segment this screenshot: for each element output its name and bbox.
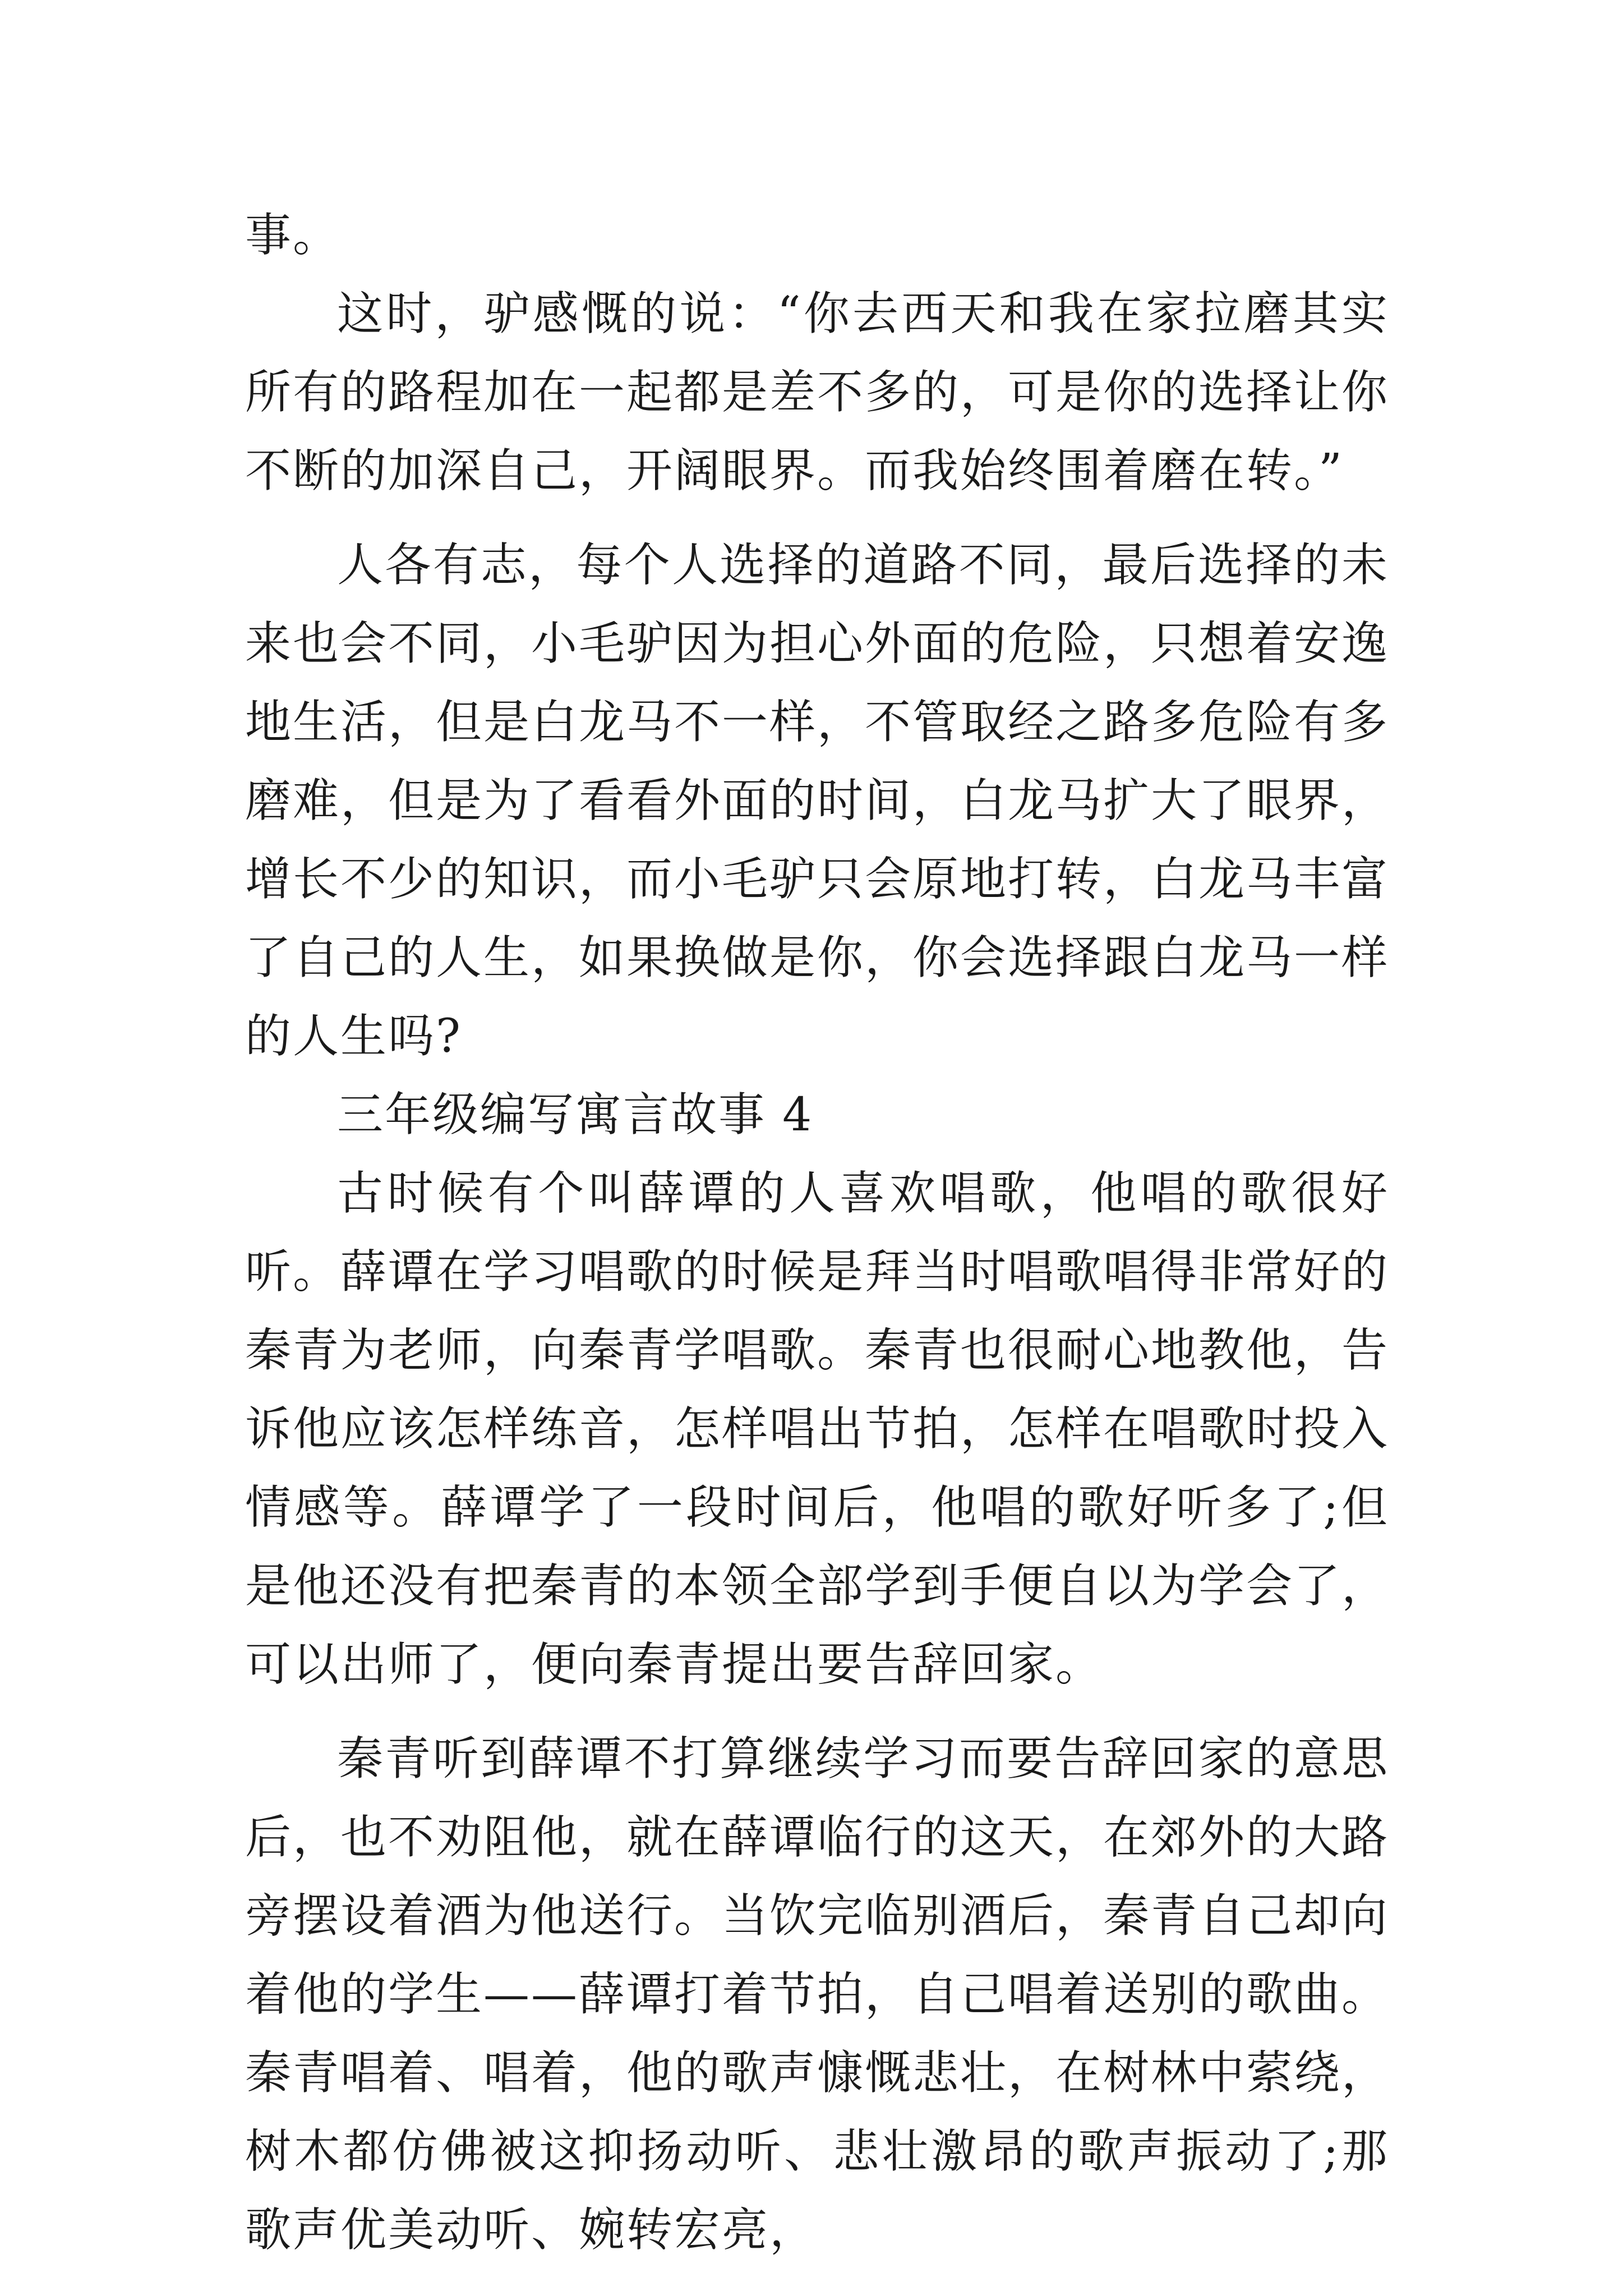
paragraph-moral: 人各有志，每个人选择的道路不同，最后选择的未来也会不同，小毛驴因为担心外面的危险，只想着安逸地生活，但是白龙马不一样，不管取经之路多危险有多磨难，但是为了看看外面的时间，白龙马扩大了眼界，增长不少的知识，而小毛驴只会原地打转，白龙马丰富了自己的人生，如果换做是你，你会选择跟白龙马一样的人生吗? [245, 539, 1390, 1063]
story-heading: 三年级编写寓言故事 4 [337, 1088, 814, 1142]
paragraph-continuation: 事。 [245, 209, 341, 262]
paragraph-qin-qing-farewell: 秦青听到薛谭不打算继续学习而要告辞回家的意思后，也不劝阻他，就在薛谭临行的这天，在郊外的大路旁摆设着酒为他送行。当饮完临别酒后，秦青自己却向着他的学生——薛谭打着节拍，自己唱着送别的歌曲。秦青唱着、唱着，他的歌声慷慨悲壮，在树林中萦绕，树木都仿佛被这抑扬动听、悲壮激昂的歌声振动了;那歌声优美动听、婉转宏亮， [245, 1732, 1390, 2257]
paragraph-donkey-speech: 这时，驴感慨的说：“你去西天和我在家拉磨其实所有的路程加在一起都是差不多的，可是你的选择让你不断的加深自己，开阔眼界。而我始终围着磨在转。” [245, 287, 1390, 498]
paragraph-xue-tan-intro: 古时候有个叫薛谭的人喜欢唱歌，他唱的歌很好听。薛谭在学习唱歌的时候是拜当时唱歌唱得非常好的秦青为老师，向秦青学唱歌。秦青也很耐心地教他，告诉他应该怎样练音，怎样唱出节拍，怎样在唱歌时投入情感等。薛谭学了一段时间后，他唱的歌好听多了;但是他还没有把秦青的本领全部学到手便自以为学会了，可以出师了，便向秦青提出要告辞回家。 [245, 1167, 1390, 1691]
document-body [245, 196, 1389, 2270]
